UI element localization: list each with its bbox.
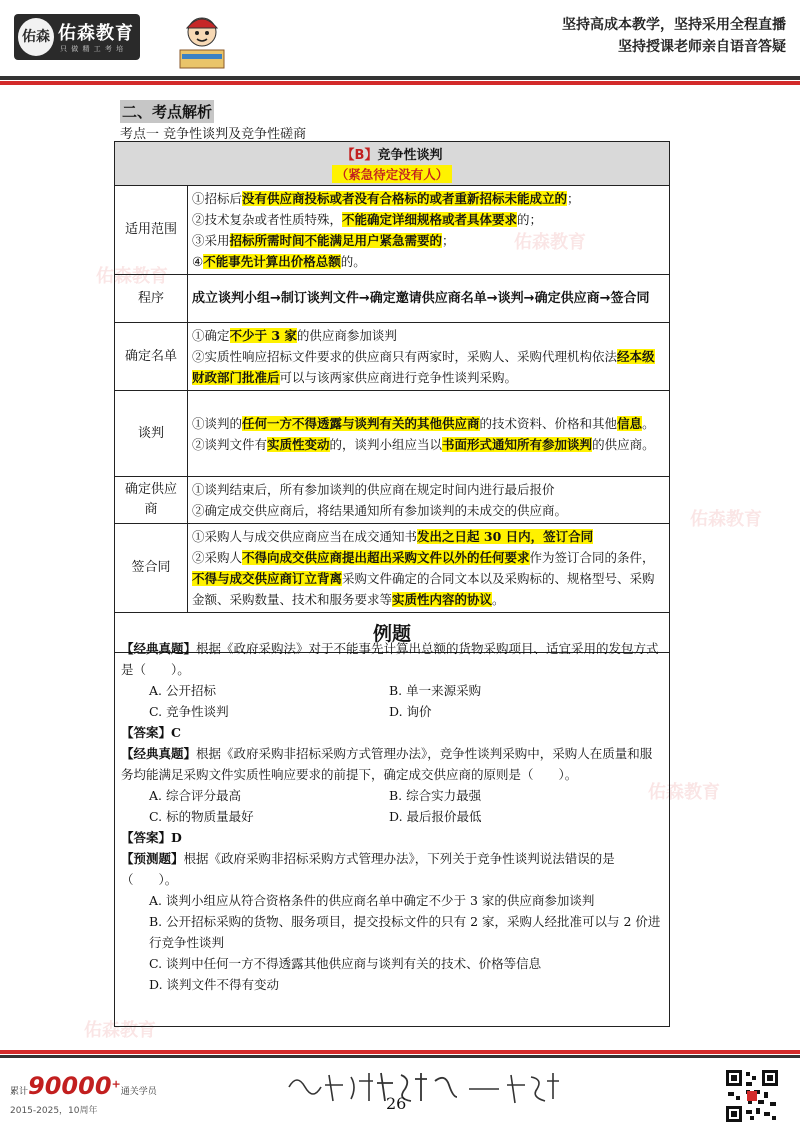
highlight: 招标所需时间不能满足用户紧急需要的 — [229, 233, 443, 248]
text: ； — [567, 191, 580, 206]
section-title: 二、考点解析 — [120, 100, 214, 123]
table-row-scope — [115, 186, 670, 275]
page-number: 26 — [386, 1094, 407, 1113]
header-slogans — [562, 14, 786, 58]
highlight: 不能确定详细规格或者具体要求 — [342, 212, 518, 227]
text: ①招标后 — [192, 191, 243, 206]
list-item-1 — [192, 325, 665, 346]
logo-tagline: 只 做 精 工 考 培 — [60, 45, 125, 53]
header-line-1: 坚持高成本教学，坚持采用全程直播 — [562, 17, 786, 33]
option: A. 谈判小组应从符合资格条件的供应商名单中确定不少于 3 家的供应商参加谈判 — [149, 893, 595, 908]
option: B. 综合实力最强 — [389, 788, 482, 803]
page-header — [0, 0, 800, 88]
answer: 【答案】C — [121, 725, 181, 740]
mnemonic-badge: （紧急待定没有人） — [332, 165, 453, 183]
table-row-supplier — [115, 477, 670, 524]
option-row — [121, 701, 663, 722]
row-label: 确定供应商 — [115, 477, 188, 524]
scope-item-2 — [192, 209, 665, 230]
procedure-sequence: 成立谈判小组→制订谈判文件→确定邀请供应商名单→谈判→确定供应商→签合同 — [188, 275, 670, 323]
text: 的供应商参加谈判 — [296, 328, 397, 343]
option: C. 标的物质量最好 — [149, 809, 254, 824]
header-divider-red — [0, 81, 800, 85]
option: D. 最后报价最低 — [389, 809, 482, 824]
logo-seal-icon: 佑森 — [18, 18, 54, 56]
text: ①谈判的 — [192, 415, 243, 431]
text: ②采购人 — [192, 550, 243, 565]
option: B. 单一来源采购 — [389, 683, 482, 698]
question-tag: 【经典真题】 — [121, 641, 197, 656]
highlight: 不得与成交供应商订立背离 — [192, 571, 343, 586]
handwritten-slogan-icon — [285, 1063, 575, 1111]
question-tag: 【预测题】 — [121, 851, 184, 866]
text: ②谈判文件有 — [192, 436, 268, 452]
supplier-item-2: ②确定成交供应商后，将结果通知所有参加谈判的未成交的供应商。 — [192, 503, 568, 518]
highlight: 实质性内容的协议 — [392, 592, 493, 607]
negotiate-item-2 — [192, 434, 665, 455]
highlight: 不得向成交供应商提出超出采购文件以外的任何要求 — [242, 550, 530, 565]
table-row-procedure — [115, 275, 670, 323]
count-plus: + — [111, 1077, 121, 1091]
table-row-contract — [115, 524, 670, 613]
examples-block — [114, 635, 670, 1027]
highlight: 不能事先计算出价格总额 — [203, 254, 341, 269]
question-2 — [121, 743, 663, 785]
highlight: 任何一方不得透露与谈判有关的其他供应商 — [242, 415, 480, 431]
text: 的。 — [340, 254, 366, 269]
text: ②实质性响应招标文件要求的供应商只有两家时，采购人、采购代理机构依法 — [192, 349, 618, 364]
highlight: 经本级财政部门批准后 — [192, 349, 655, 385]
anniversary-text: 2015-2025，10周年 — [10, 1106, 98, 1116]
table-header-row — [115, 142, 670, 186]
watermark: 佑森教育 — [84, 1020, 156, 1041]
text: 采购文件确定的合同文本以及采购标的、规格型号、采购金额、采购数量、技术和服务要求等 — [192, 571, 655, 607]
contract-item-1 — [192, 526, 665, 547]
watermark: 佑森教育 — [96, 266, 168, 287]
text: 作为签订合同的条件， — [529, 550, 655, 565]
option: C. 竞争性谈判 — [149, 704, 229, 719]
text: ④ — [192, 254, 204, 269]
count-prefix: 累计 — [10, 1087, 29, 1097]
footer-divider-dark — [0, 1055, 800, 1058]
text: 的； — [517, 212, 543, 227]
option: D. 询价 — [389, 704, 432, 719]
point-title: 考点一 竞争性谈判及竞争性磋商 — [120, 127, 307, 142]
footer-divider-red — [0, 1050, 800, 1054]
row-content — [188, 323, 670, 391]
table-header-cell — [115, 142, 670, 186]
highlight: 书面形式通知所有参加谈判 — [442, 436, 593, 452]
question-3 — [121, 848, 663, 890]
highlight: 信息 — [617, 415, 643, 431]
row-label: 程序 — [115, 275, 188, 323]
highlight: 没有供应商投标或者没有合格标的或者重新招标未能成立的 — [242, 191, 568, 206]
option: A. 公开招标 — [149, 683, 216, 698]
option: C. 谈判中任何一方不得透露其他供应商与谈判有关的技术、价格等信息 — [149, 956, 542, 971]
scope-item-3 — [192, 230, 665, 251]
question-text: 根据《政府采购非招标采购方式管理办法》，下列关于竞争性谈判说法错误的是（ ）。 — [121, 851, 615, 887]
text: ； — [442, 233, 455, 248]
logo-name: 佑森教育 — [58, 23, 134, 44]
option-row — [121, 680, 663, 701]
option-row — [121, 785, 663, 806]
row-label: 谈判 — [115, 391, 188, 477]
scope-item-4 — [192, 251, 665, 272]
text: ③采用 — [192, 233, 230, 248]
answer: 【答案】D — [121, 830, 182, 845]
highlight: 实质性变动 — [267, 436, 330, 452]
contract-item-2 — [192, 547, 665, 610]
row-content — [188, 477, 670, 524]
count-suffix: 通关学员 — [120, 1087, 157, 1097]
row-label: 确定名单 — [115, 323, 188, 391]
watermark: 佑森教育 — [514, 232, 586, 253]
option: B. 公开招标采购的货物、服务项目，提交投标文件的只有 2 家，采购人经批准可以与 2 价进行竞争性谈判 — [149, 914, 661, 950]
text: 可以与该两家供应商进行竞争性谈判采购。 — [279, 370, 518, 385]
table-row-negotiate — [115, 391, 670, 477]
question-tag: 【经典真题】 — [121, 746, 197, 761]
text: 的供应商。 — [592, 436, 655, 452]
student-count — [10, 1072, 157, 1100]
option-row — [121, 806, 663, 827]
negotiate-item-1 — [192, 413, 665, 434]
scope-item-1 — [192, 188, 665, 209]
option: D. 谈判文件不得有变动 — [149, 977, 280, 992]
header-divider-dark — [0, 76, 800, 80]
brand-logo — [14, 14, 140, 60]
mascot-icon — [174, 6, 230, 72]
count-number: 90000 — [28, 1072, 112, 1100]
row-content — [188, 391, 670, 477]
negotiation-table — [114, 141, 670, 653]
text: 的技术资料、价格和其他 — [479, 415, 618, 431]
list-item-2 — [192, 346, 665, 388]
text: 的，谈判小组应当以 — [329, 436, 443, 452]
text: ①采购人与成交供应商应当在成交通知书 — [192, 529, 418, 544]
question-1 — [121, 638, 663, 680]
highlight: 发出之日起 30 日内，签订合同 — [417, 529, 594, 544]
level-tag: 【B】 — [341, 148, 378, 163]
row-content — [188, 186, 670, 275]
text: ①确定 — [192, 328, 230, 343]
qr-code-icon — [724, 1068, 780, 1124]
question-text: 根据《政府采购法》对于不能事先计算出总额的货物采购项目、适宜采用的发包方式是（ ）。 — [121, 641, 659, 677]
text: 。 — [492, 592, 505, 607]
watermark: 佑森教育 — [690, 509, 762, 530]
row-content — [188, 524, 670, 613]
option: A. 综合评分最高 — [149, 788, 241, 803]
highlight: 不少于 3 家 — [229, 328, 297, 343]
header-line-2: 坚持授课老师亲自语音答疑 — [618, 39, 786, 55]
table-row-list — [115, 323, 670, 391]
supplier-item-1: ①谈判结束后，所有参加谈判的供应商在规定时间内进行最后报价 — [192, 482, 555, 497]
text: ②技术复杂或者性质特殊， — [192, 212, 343, 227]
row-label: 签合同 — [115, 524, 188, 613]
table-title — [115, 144, 669, 163]
text: 。 — [642, 415, 655, 431]
row-label: 适用范围 — [115, 186, 188, 275]
table-title-text: 竞争性谈判 — [377, 148, 443, 163]
watermark: 佑森教育 — [648, 782, 720, 803]
examples-heading: 例题 — [115, 613, 670, 653]
question-text: 根据《政府采购非招标采购方式管理办法》，竞争性谈判采购中，采购人在质量和服务均能满足采购文件实质性响应要求的前提下，确定成交供应商的原则是（ ）。 — [121, 746, 653, 782]
